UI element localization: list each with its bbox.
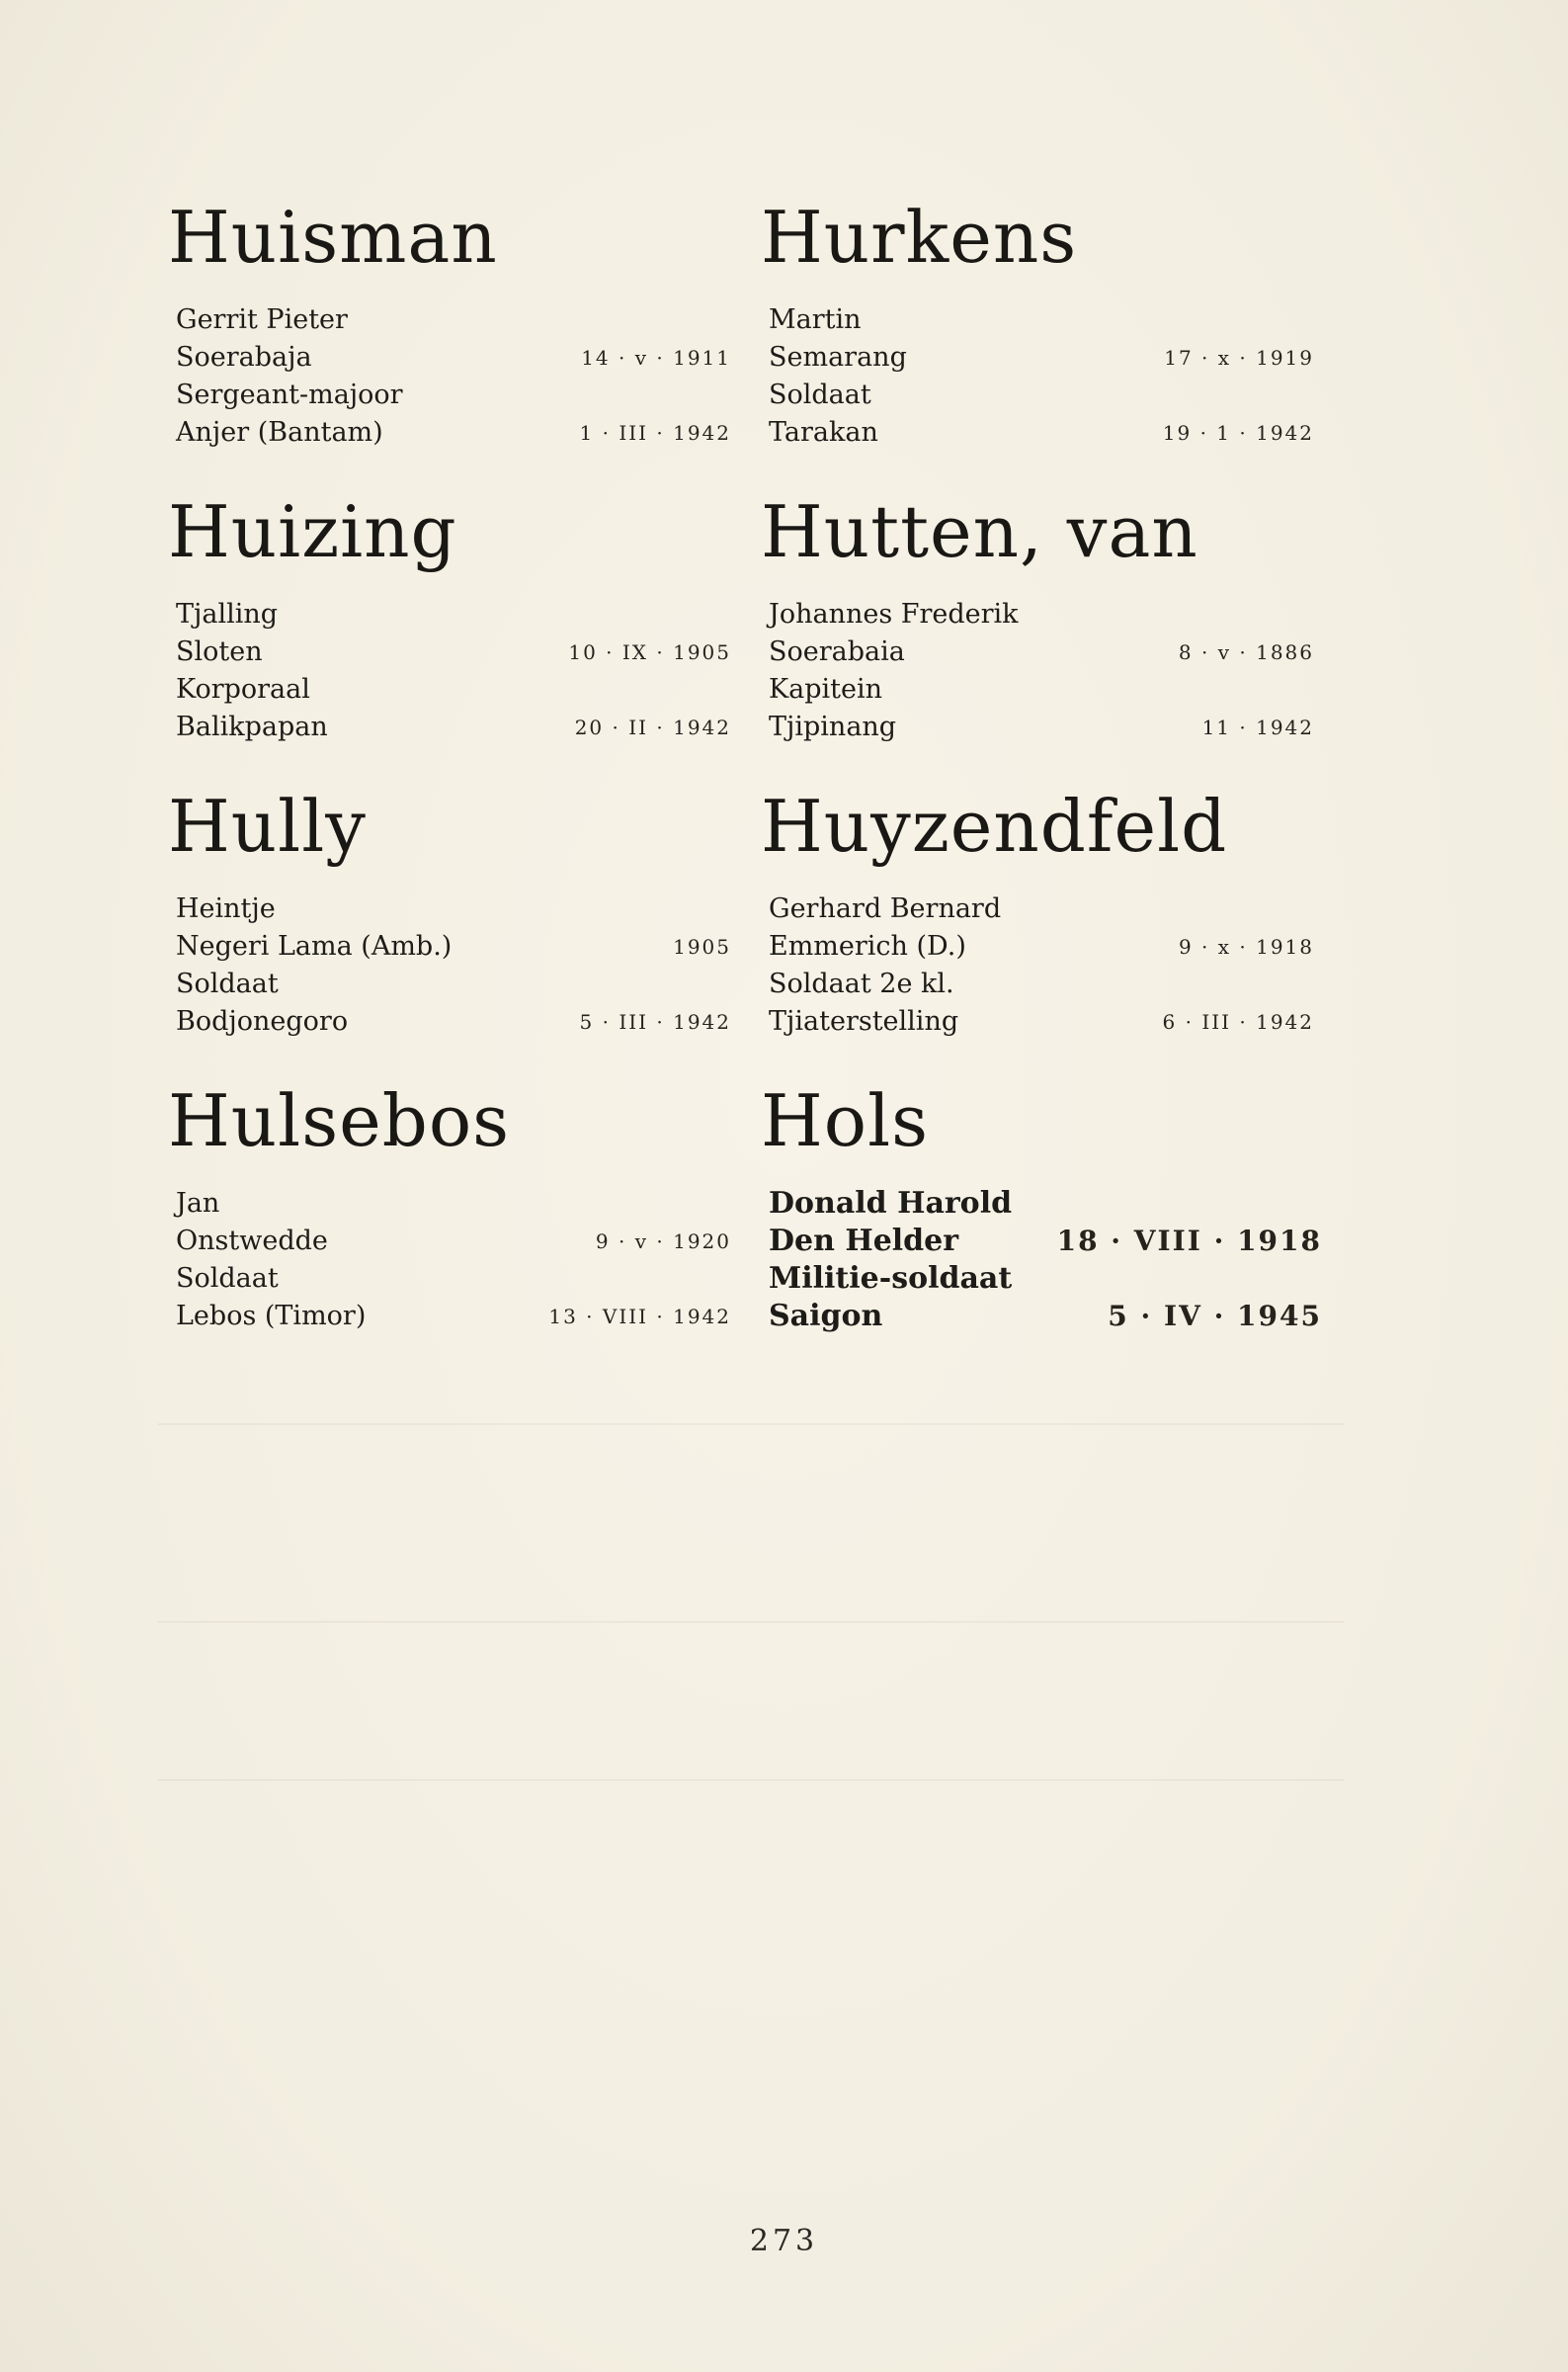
given-names — [168, 596, 731, 634]
birth-date: 14 · v · 1911 — [581, 346, 731, 370]
birthplace — [761, 339, 1314, 377]
line-text: Gerrit Pieter — [176, 304, 348, 335]
line-text: Negeri Lama (Amb.) — [176, 931, 453, 962]
place-of-death — [761, 414, 1314, 452]
birth-date: 8 · v · 1886 — [1178, 640, 1314, 664]
line-text: Korporaal — [176, 674, 310, 705]
surname: Hurkens — [761, 196, 1078, 279]
birthplace — [168, 339, 731, 377]
entry — [761, 193, 1314, 487]
entry — [168, 487, 731, 782]
entry — [168, 782, 731, 1076]
page-number: 273 — [749, 2224, 819, 2258]
death-date: 6 · III · 1942 — [1162, 1010, 1314, 1034]
birth-date: 1905 — [673, 935, 731, 959]
given-names — [168, 890, 731, 928]
line-text: Militie-soldaat — [769, 1261, 1013, 1296]
line-text: Soldaat 2e kl. — [769, 969, 954, 999]
surname: Hutten, van — [761, 490, 1198, 573]
line-text: Tjalling — [176, 599, 279, 630]
birthplace — [168, 1223, 731, 1260]
bleed-through-rule — [158, 1779, 1344, 1781]
death-date: 5 · IV · 1945 — [1108, 1300, 1322, 1332]
line-text: Soldaat — [176, 969, 279, 999]
line-text: Sergeant-majoor — [176, 380, 403, 410]
line-text: Tarakan — [769, 417, 878, 448]
given-names — [761, 301, 1314, 339]
birthplace — [168, 928, 731, 966]
line-text: Martin — [769, 304, 862, 335]
line-text: Lebos (Timor) — [176, 1301, 367, 1331]
place-of-death — [761, 1003, 1314, 1041]
line-text: Soldaat — [769, 380, 871, 410]
right-column — [761, 193, 1322, 1371]
line-text: Emmerich (D.) — [769, 931, 966, 962]
death-date: 11 · 1942 — [1201, 716, 1314, 739]
birthplace — [761, 1223, 1322, 1260]
death-date: 5 · III · 1942 — [579, 1010, 731, 1034]
entry — [761, 487, 1314, 782]
line-text: Saigon — [769, 1299, 883, 1333]
entry-added — [761, 1076, 1322, 1371]
bleed-through-rule — [158, 1621, 1344, 1623]
line-text: Balikpapan — [176, 712, 328, 742]
death-date: 1 · III · 1942 — [579, 421, 731, 445]
given-names — [761, 596, 1314, 634]
place-of-death — [168, 414, 731, 452]
rank — [168, 671, 731, 709]
birth-date: 17 · x · 1919 — [1164, 346, 1314, 370]
entry — [761, 782, 1314, 1076]
death-date: 20 · II · 1942 — [574, 716, 731, 739]
line-text: Kapitein — [769, 674, 883, 705]
line-text: Soerabaia — [769, 636, 905, 667]
rank — [168, 1260, 731, 1298]
birthplace — [761, 634, 1314, 671]
entry — [168, 1076, 731, 1371]
given-names — [761, 890, 1314, 928]
bleed-through-rule — [158, 1423, 1344, 1425]
given-names — [168, 1185, 731, 1223]
line-text: Semarang — [769, 342, 907, 373]
rank — [168, 377, 731, 414]
line-text: Donald Harold — [769, 1186, 1013, 1221]
line-text: Soerabaja — [176, 342, 312, 373]
place-of-death — [168, 709, 731, 746]
place-of-death — [168, 1298, 731, 1335]
birth-date: 9 · x · 1918 — [1178, 935, 1314, 959]
entry — [168, 193, 731, 487]
line-text: Sloten — [176, 636, 263, 667]
place-of-death — [761, 1298, 1322, 1335]
rank — [761, 377, 1314, 414]
line-text: Onstwedde — [176, 1226, 328, 1256]
left-column — [168, 193, 731, 1371]
birth-date: 10 · IX · 1905 — [568, 640, 731, 664]
line-text: Tjiaterstelling — [769, 1006, 959, 1037]
birth-date: 9 · v · 1920 — [595, 1229, 731, 1253]
given-names — [761, 1185, 1314, 1223]
surname: Hulsebos — [168, 1079, 511, 1162]
surname: Hols — [761, 1079, 930, 1162]
place-of-death — [168, 1003, 731, 1041]
death-date: 19 · 1 · 1942 — [1162, 421, 1314, 445]
rank — [761, 1260, 1314, 1298]
line-text: Den Helder — [769, 1224, 959, 1258]
rank — [761, 671, 1314, 709]
birthplace — [168, 634, 731, 671]
birth-date: 18 · VIII · 1918 — [1056, 1225, 1322, 1257]
line-text: Heintje — [176, 893, 276, 924]
line-text: Johannes Frederik — [769, 599, 1019, 630]
given-names — [168, 301, 731, 339]
line-text: Jan — [176, 1188, 220, 1219]
line-text: Gerhard Bernard — [769, 893, 1002, 924]
line-text: Tjipinang — [769, 712, 897, 742]
surname: Huizing — [168, 490, 457, 573]
surname: Huyzendfeld — [761, 785, 1228, 868]
birthplace — [761, 928, 1314, 966]
place-of-death — [761, 709, 1314, 746]
line-text: Bodjonegoro — [176, 1006, 349, 1037]
death-date: 13 · VIII · 1942 — [548, 1305, 731, 1328]
surname: Hully — [168, 785, 367, 868]
rank — [761, 966, 1314, 1003]
line-text: Soldaat — [176, 1263, 279, 1294]
surname: Huisman — [168, 196, 498, 279]
line-text: Anjer (Bantam) — [176, 417, 383, 448]
rank — [168, 966, 731, 1003]
